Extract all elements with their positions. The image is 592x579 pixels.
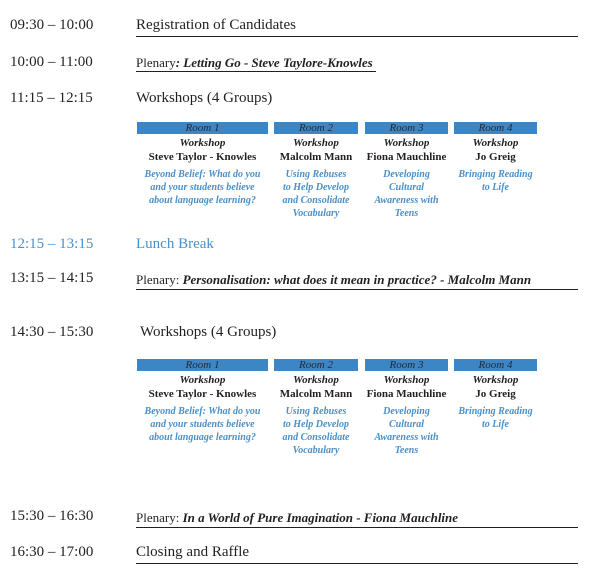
room-label: Room 4 — [454, 359, 537, 371]
workshop-title: Using Rebuses to Help Develop and Consolidate Vocabulary — [282, 406, 350, 456]
workshop-title: Beyond Belief: What do you and your students believe about language learning? — [144, 169, 261, 206]
workshop-room-4 — [454, 359, 537, 431]
workshop-speaker: Jo Greig — [475, 388, 516, 400]
room-label: Room 1 — [137, 122, 268, 134]
workshop-label: Workshop — [472, 374, 519, 386]
workshop-room-1 — [137, 122, 268, 207]
session-title: Workshops (4 Groups) — [140, 324, 277, 340]
plenary-label: Plenary — [136, 55, 176, 70]
time-slot: 16:30 – 17:00 — [10, 544, 94, 560]
session-title: Workshops (4 Groups) — [136, 90, 273, 106]
plenary-title: In a World of Pure Imagination - Fiona Mauchline — [182, 510, 459, 525]
session-title: Closing and Raffle — [136, 544, 250, 560]
workshop-title: Beyond Belief: What do you and your students believe about language learning? — [144, 406, 261, 443]
workshop-label: Workshop — [383, 137, 430, 149]
workshop-title: Bringing Reading to Life — [458, 406, 533, 430]
workshop-label: Workshop — [179, 137, 226, 149]
time-slot: 11:15 – 12:15 — [10, 90, 93, 106]
workshop-label: Workshop — [179, 374, 226, 386]
plenary-session — [136, 272, 531, 288]
workshop-speaker: Steve Taylor - Knowles — [148, 151, 257, 163]
session-title: Registration of Candidates — [136, 17, 296, 33]
workshop-room-1 — [137, 359, 268, 444]
plenary-session — [136, 55, 373, 71]
plenary-label: Plenary: — [136, 510, 183, 525]
divider — [136, 563, 578, 564]
workshop-title: Bringing Reading to Life — [458, 169, 533, 193]
workshop-room-2 — [274, 122, 358, 220]
room-label: Room 2 — [274, 359, 358, 371]
plenary-label: Plenary: — [136, 272, 183, 287]
divider — [136, 527, 578, 528]
plenary-title: : Letting Go - Steve Taylore-Knowles — [175, 55, 373, 70]
plenary-session — [136, 510, 458, 526]
room-label: Room 3 — [365, 122, 448, 134]
time-slot: 14:30 – 15:30 — [10, 324, 94, 340]
workshop-speaker: Malcolm Mann — [279, 388, 353, 400]
workshop-speaker: Fiona Mauchline — [366, 151, 447, 163]
workshop-label: Workshop — [472, 137, 519, 149]
workshop-speaker: Fiona Mauchline — [366, 388, 447, 400]
workshop-title: Developing Cultural Awareness with Teens — [374, 406, 439, 456]
workshop-room-3 — [365, 359, 448, 457]
room-label: Room 3 — [365, 359, 448, 371]
time-slot: 10:00 – 11:00 — [10, 54, 93, 70]
room-label: Room 4 — [454, 122, 537, 134]
workshop-label: Workshop — [293, 374, 339, 386]
divider — [136, 289, 578, 290]
divider — [136, 71, 376, 72]
workshop-title: Developing Cultural Awareness with Teens — [374, 169, 439, 219]
room-label: Room 1 — [137, 359, 268, 371]
workshop-label: Workshop — [383, 374, 430, 386]
workshop-room-2 — [274, 359, 358, 457]
time-slot: 15:30 – 16:30 — [10, 508, 94, 524]
workshop-room-3 — [365, 122, 448, 220]
time-slot: 09:30 – 10:00 — [10, 17, 94, 33]
workshop-speaker: Steve Taylor - Knowles — [148, 388, 257, 400]
workshop-speaker: Jo Greig — [475, 151, 516, 163]
room-label: Room 2 — [274, 122, 358, 134]
time-slot: 12:15 – 13:15 — [10, 236, 94, 252]
divider — [136, 36, 578, 37]
plenary-title: Personalisation: what does it mean in practice? - Malcolm Mann — [182, 272, 532, 287]
workshop-room-4 — [454, 122, 537, 194]
workshop-title: Using Rebuses to Help Develop and Consolidate Vocabulary — [282, 169, 350, 219]
session-title: Lunch Break — [136, 236, 214, 252]
workshop-label: Workshop — [293, 137, 339, 149]
time-slot: 13:15 – 14:15 — [10, 270, 94, 286]
workshop-speaker: Malcolm Mann — [279, 151, 353, 163]
